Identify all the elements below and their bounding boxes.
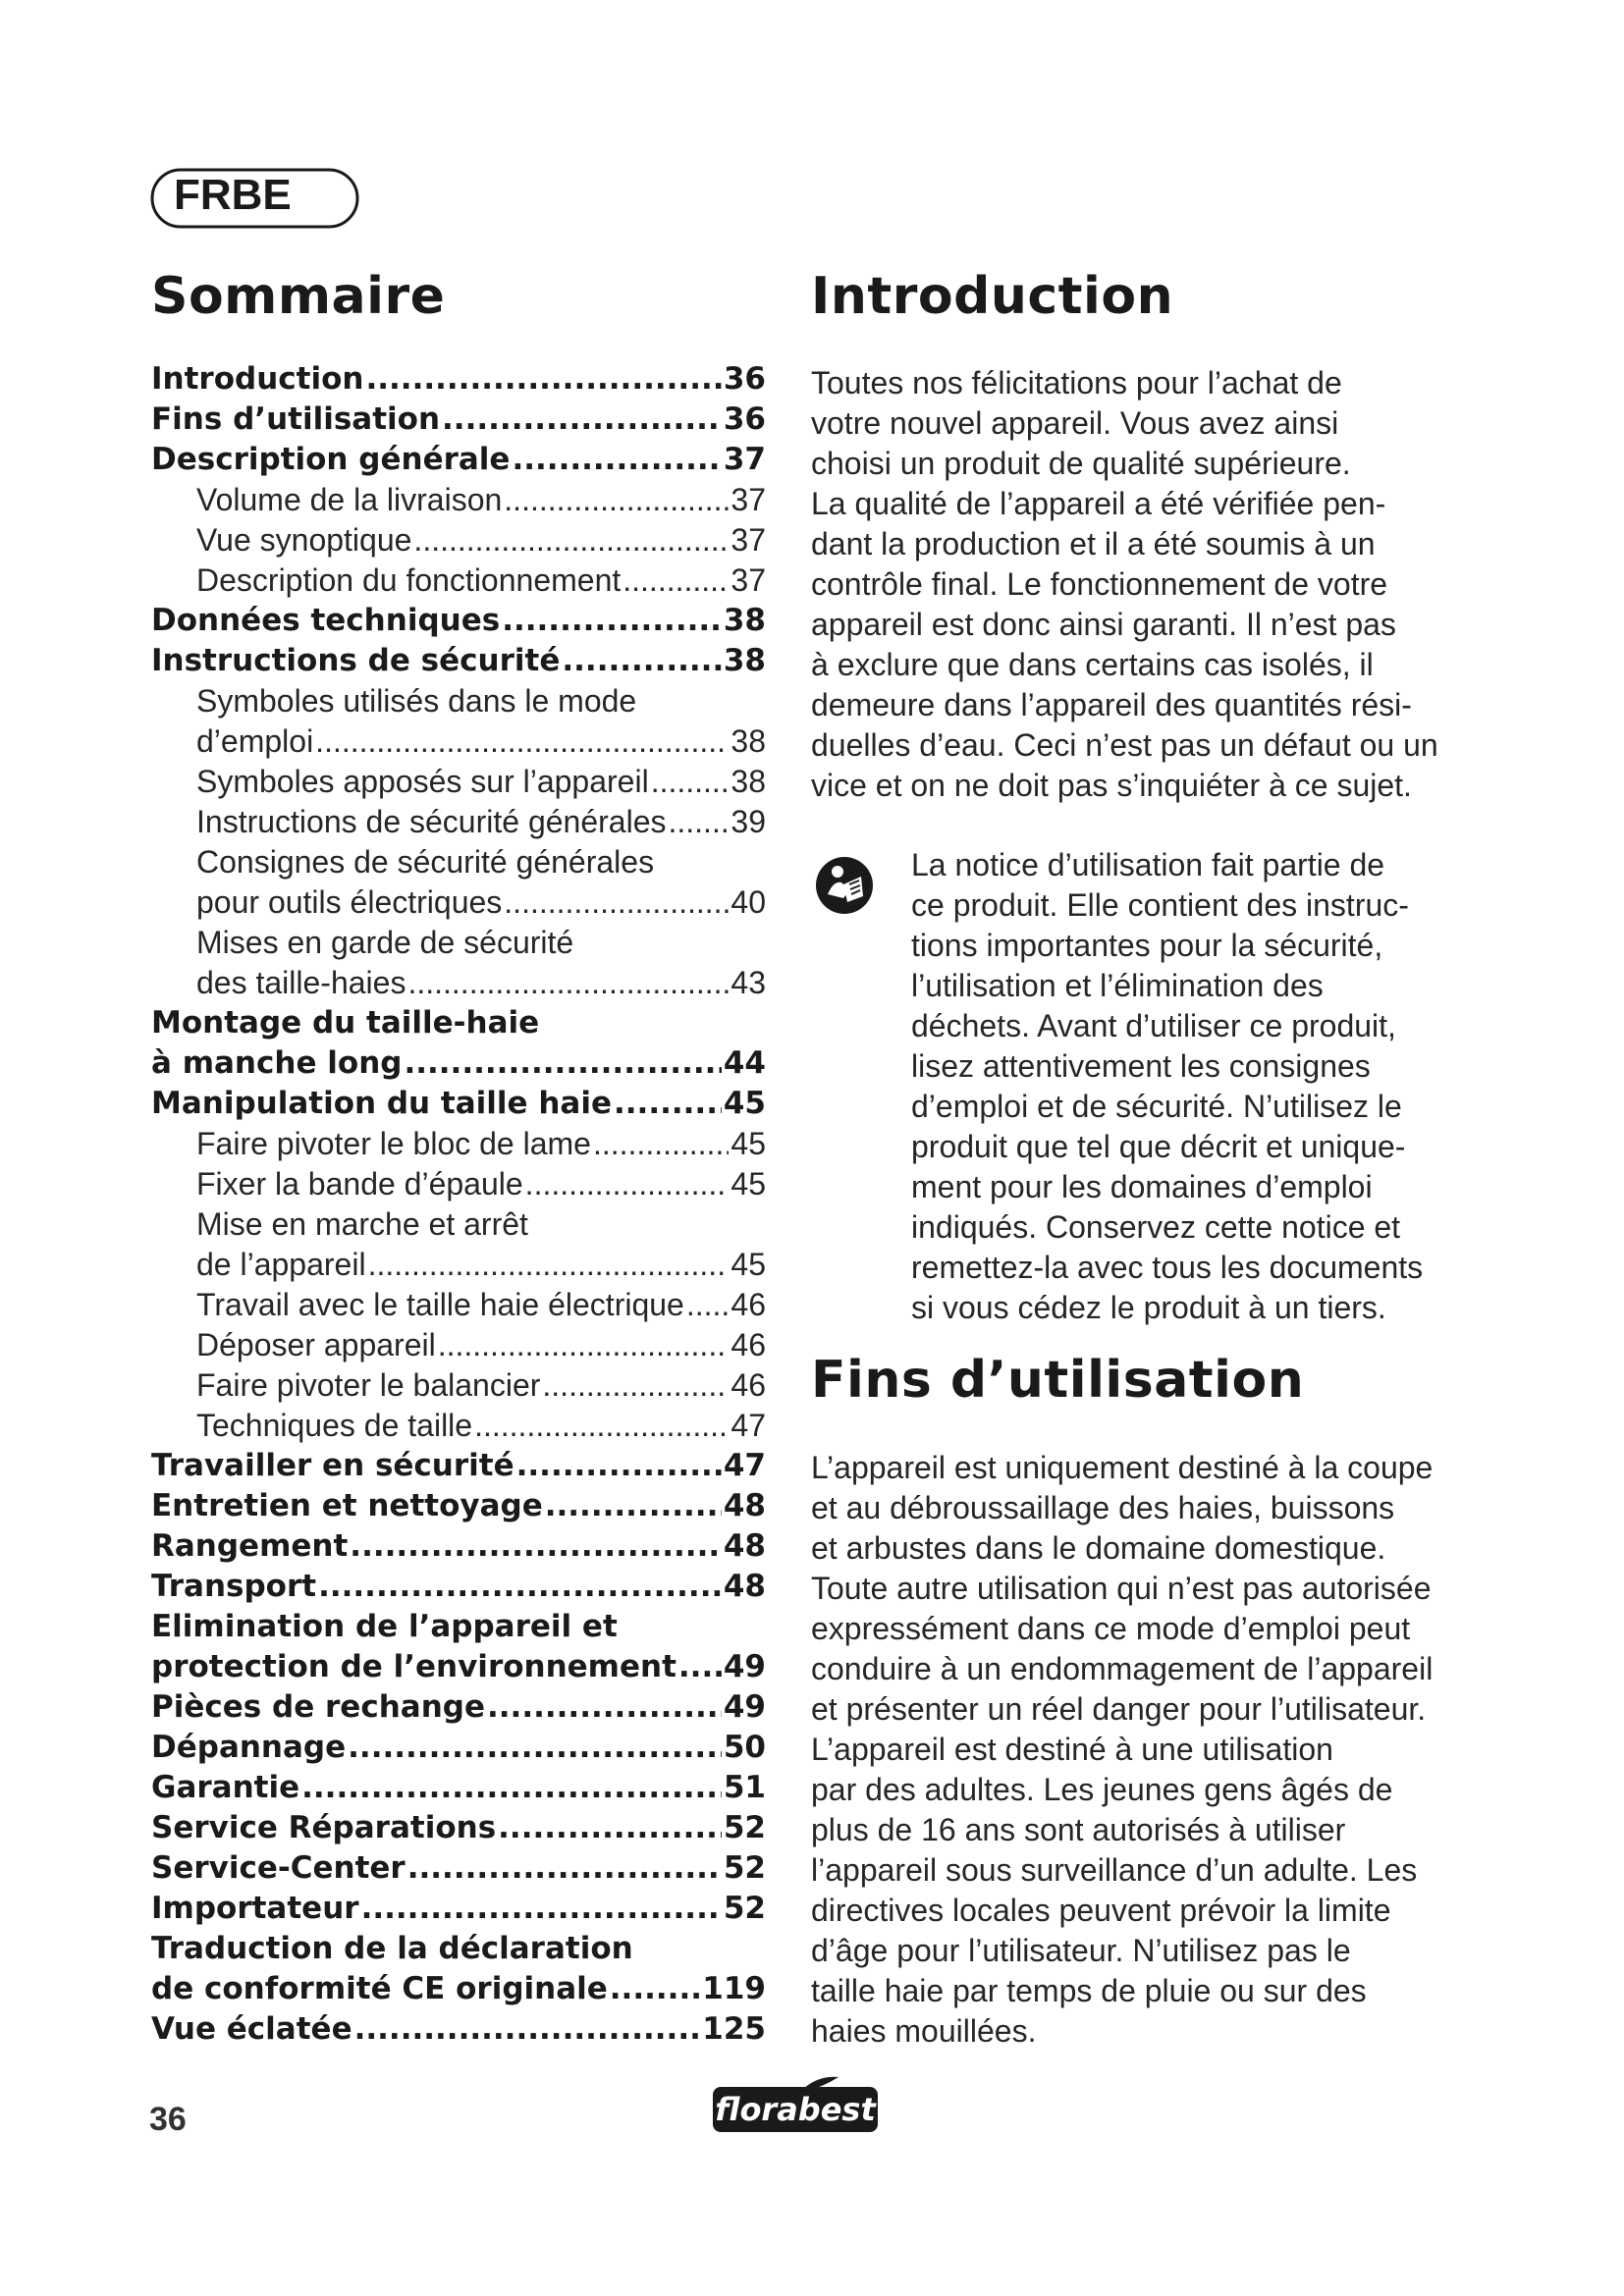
toc-leader xyxy=(361,1889,722,1929)
toc-entry-page: 49 xyxy=(723,1689,766,1725)
toc-entry-page: 37 xyxy=(731,562,766,598)
toc-leader xyxy=(368,1245,730,1285)
toc-entry-line[interactable] xyxy=(151,1003,766,1043)
text-line: Toutes nos félicitations pour l’achat de xyxy=(811,365,1342,400)
page-number: 36 xyxy=(149,2101,187,2138)
toc-subentry-line[interactable] xyxy=(151,923,766,963)
toc-entry-label: Volume de la livraison xyxy=(196,482,503,517)
toc-leader xyxy=(614,1084,722,1124)
toc-entry-label: Garantie xyxy=(151,1770,300,1805)
toc-leader xyxy=(623,561,729,601)
toc-entry-label: Description générale xyxy=(151,442,511,477)
text-line: choisi un produit de qualité supérieure. xyxy=(811,446,1351,481)
toc-entry-label: Introduction xyxy=(151,361,364,397)
toc-entry-page: 52 xyxy=(723,1891,766,1926)
text-line: expressément dans ce mode d’emploi peut xyxy=(811,1611,1411,1646)
toc-entry-page: 48 xyxy=(723,1569,766,1604)
text-line: Toute autre utilisation qui n’est pas autorisée xyxy=(811,1571,1432,1606)
toc-subentry[interactable] xyxy=(151,721,766,762)
toc-entry-label: Données techniques xyxy=(151,603,501,638)
text-line: d’emploi et de sécurité. N’utilisez le xyxy=(911,1089,1402,1124)
toc-entry-page: 45 xyxy=(731,1247,766,1282)
toc-entry-label: Mises en garde de sécurité xyxy=(196,925,574,960)
table-of-contents xyxy=(151,359,766,2050)
toc-entry-label: Montage du taille-haie xyxy=(151,1005,540,1041)
toc-entry-page: 38 xyxy=(731,723,766,759)
text-line: et présenter un réel danger pour l’utilisateur. xyxy=(811,1691,1427,1727)
toc-leader xyxy=(512,440,721,480)
toc-leader xyxy=(504,480,729,520)
toc-entry-label: Consignes de sécurité générales xyxy=(196,844,655,880)
toc-entry-page: 46 xyxy=(731,1287,766,1322)
text-line: d’âge pour l’utilisateur. N’utilisez pas le xyxy=(811,1933,1351,1968)
toc-leader xyxy=(487,1687,722,1728)
text-line: indiqués. Conservez cette notice et xyxy=(911,1209,1401,1245)
toc-entry-label: Fins d’utilisation xyxy=(151,401,441,437)
toc-leader xyxy=(502,601,722,641)
toc-subentry[interactable] xyxy=(151,963,766,1003)
toc-entry[interactable] xyxy=(151,1567,766,1607)
text-line: déchets. Avant d’utiliser ce produit, xyxy=(911,1008,1396,1043)
toc-entry-label: Mise en marche et arrêt xyxy=(196,1206,528,1242)
text-line: La notice d’utilisation fait partie de xyxy=(911,847,1385,882)
toc-entry[interactable] xyxy=(151,601,766,641)
toc-leader xyxy=(365,359,721,400)
toc-leader xyxy=(438,1325,730,1365)
toc-subentry-line[interactable] xyxy=(151,681,766,721)
toc-entry-label: Service-Center xyxy=(151,1850,406,1886)
toc-entry-page: 45 xyxy=(731,1126,766,1161)
text-line: tions importantes pour la sécurité, xyxy=(911,928,1383,963)
text-line: L’appareil est destiné à une utilisation xyxy=(811,1732,1333,1767)
toc-entry-label: Instructions de sécurité générales xyxy=(196,804,667,839)
text-line: l’utilisation et l’élimination des xyxy=(911,968,1324,1003)
toc-entry-label: des taille-haies xyxy=(196,965,406,1000)
toc-subentry[interactable] xyxy=(151,1406,766,1446)
toc-leader xyxy=(354,2009,701,2050)
toc-entry[interactable] xyxy=(151,359,766,400)
toc-entry-page: 125 xyxy=(702,2011,766,2047)
toc-leader xyxy=(686,1285,730,1325)
toc-entry-label: Faire pivoter le balancier xyxy=(196,1367,541,1403)
toc-entry-line[interactable] xyxy=(151,1607,766,1647)
toc-entry-page: 119 xyxy=(702,1971,766,2006)
language-badge xyxy=(149,167,360,230)
toc-entry-label: Elimination de l’appareil et xyxy=(151,1609,618,1644)
toc-entry-label: Transport xyxy=(151,1569,317,1604)
toc-leader xyxy=(407,1848,722,1889)
toc-leader xyxy=(315,721,729,762)
toc-entry-page: 36 xyxy=(723,401,766,437)
text-line: contrôle final. Le fonctionnement de votre xyxy=(811,566,1388,602)
text-line: vice et on ne doit pas s’inquiéter à ce sujet. xyxy=(811,768,1412,803)
toc-leader xyxy=(651,762,730,802)
text-line: si vous cédez le produit à un tiers. xyxy=(911,1290,1386,1325)
toc-entry-page: 46 xyxy=(731,1327,766,1362)
toc-subentry[interactable] xyxy=(151,882,766,923)
toc-entry-page: 37 xyxy=(731,482,766,517)
toc-subentry[interactable] xyxy=(151,561,766,601)
toc-leader xyxy=(301,1768,722,1808)
toc-entry-label: Vue éclatée xyxy=(151,2011,352,2047)
toc-entry[interactable] xyxy=(151,1647,766,1687)
toc-entry-page: 38 xyxy=(723,643,766,678)
toc-entry[interactable] xyxy=(151,400,766,440)
toc-leader xyxy=(525,1164,730,1204)
text-line: et arbustes dans le domaine domestique. xyxy=(811,1530,1386,1566)
toc-entry-label: de l’appareil xyxy=(196,1247,366,1282)
toc-entry-page: 37 xyxy=(731,522,766,558)
text-line: duelles d’eau. Ceci n’est pas un défaut ou un xyxy=(811,727,1438,763)
toc-leader xyxy=(516,1446,722,1486)
toc-leader xyxy=(474,1406,729,1446)
toc-subentry-line[interactable] xyxy=(151,842,766,882)
toc-entry[interactable] xyxy=(151,1043,766,1084)
toc-leader xyxy=(404,1043,721,1084)
toc-entry-page: 48 xyxy=(723,1528,766,1564)
text-line: l’appareil sous surveillance d’un adulte. Les xyxy=(811,1852,1418,1888)
toc-entry[interactable] xyxy=(151,1728,766,1768)
toc-entry-page: 52 xyxy=(723,1850,766,1886)
toc-leader xyxy=(350,1526,722,1567)
brand-name: florabest xyxy=(713,2087,878,2132)
toc-leader xyxy=(413,520,729,561)
toc-entry-page: 40 xyxy=(731,884,766,920)
toc-entry-label: Rangement xyxy=(151,1528,349,1564)
toc-entry-label: Techniques de taille xyxy=(196,1408,473,1443)
toc-leader xyxy=(545,1486,722,1526)
intended-use-title: Fins d’utilisation xyxy=(811,1351,1305,1410)
toc-entry[interactable] xyxy=(151,2009,766,2050)
toc-entry-label: protection de l’environnement xyxy=(151,1649,677,1684)
toc-entry-label: Symboles utilisés dans le mode xyxy=(196,683,637,719)
toc-entry-label: Travail avec le taille haie électrique xyxy=(196,1287,684,1322)
intended-use-paragraph xyxy=(811,1448,1433,2052)
toc-subentry[interactable] xyxy=(151,1325,766,1365)
text-line: votre nouvel appareil. Vous avez ainsi xyxy=(811,405,1339,441)
toc-entry-label: Vue synoptique xyxy=(196,522,412,558)
toc-entry-label: à manche long xyxy=(151,1045,403,1081)
toc-subentry[interactable] xyxy=(151,1245,766,1285)
toc-leader xyxy=(407,963,729,1003)
toc-entry-page: 45 xyxy=(723,1086,766,1121)
toc-entry-page: 43 xyxy=(731,965,766,1000)
toc-entry-label: Service Réparations xyxy=(151,1810,497,1845)
text-line: demeure dans l’appareil des quantités rési- xyxy=(811,687,1412,722)
text-line: ment pour les domaines d’emploi xyxy=(911,1169,1373,1204)
toc-leader xyxy=(542,1365,729,1406)
toc-entry-page: 47 xyxy=(731,1408,766,1443)
toc-entry-label: Symboles apposés sur l’appareil xyxy=(196,764,649,799)
toc-subentry-line[interactable] xyxy=(151,1204,766,1245)
text-line: ce produit. Elle contient des instruc- xyxy=(911,887,1409,923)
toc-entry-label: Travailler en sécurité xyxy=(151,1448,514,1483)
toc-entry[interactable] xyxy=(151,1687,766,1728)
toc-entry[interactable] xyxy=(151,1969,766,2009)
text-line: produit que tel que décrit et unique- xyxy=(911,1129,1406,1164)
toc-entry[interactable] xyxy=(151,1768,766,1808)
toc-entry[interactable] xyxy=(151,1808,766,1848)
toc-entry-page: 39 xyxy=(731,804,766,839)
toc-entry-label: Importateur xyxy=(151,1891,359,1926)
toc-entry[interactable] xyxy=(151,440,766,480)
toc-entry[interactable] xyxy=(151,1446,766,1486)
toc-subentry[interactable] xyxy=(151,802,766,842)
toc-subentry[interactable] xyxy=(151,520,766,561)
toc-leader xyxy=(498,1808,722,1848)
toc-subentry[interactable] xyxy=(151,1124,766,1164)
toc-subentry[interactable] xyxy=(151,762,766,802)
introduction-paragraph xyxy=(811,363,1438,806)
text-line: et au débroussaillage des haies, buissons xyxy=(811,1490,1395,1525)
text-line: taille haie par temps de pluie ou sur des xyxy=(811,1973,1367,2008)
toc-entry-label: Dépannage xyxy=(151,1730,347,1765)
text-line: par des adultes. Les jeunes gens âgés de xyxy=(811,1772,1393,1807)
toc-entry-line[interactable] xyxy=(151,1929,766,1969)
toc-subentry[interactable] xyxy=(151,1164,766,1204)
toc-entry-page: 44 xyxy=(723,1045,766,1081)
toc-leader xyxy=(668,802,729,842)
toc-entry-label: Traduction de la déclaration xyxy=(151,1931,633,1966)
read-manual-icon xyxy=(814,855,875,916)
toc-entry-page: 48 xyxy=(723,1488,766,1523)
toc-entry-label: Fixer la bande d’épaule xyxy=(196,1166,523,1201)
toc-entry-label: Faire pivoter le bloc de lame xyxy=(196,1126,591,1161)
text-line: lisez attentivement les consignes xyxy=(911,1048,1371,1084)
toc-subentry[interactable] xyxy=(151,1285,766,1325)
notice-paragraph xyxy=(911,845,1423,1328)
toc-entry-label: Déposer appareil xyxy=(196,1327,436,1362)
text-line: plus de 16 ans sont autorisés à utiliser xyxy=(811,1812,1346,1847)
text-line: La qualité de l’appareil a été vérifiée pen- xyxy=(811,486,1386,521)
toc-leader xyxy=(504,882,729,923)
text-line: appareil est donc ainsi garanti. Il n’est pas xyxy=(811,607,1396,642)
toc-title: Sommaire xyxy=(151,267,446,326)
florabest-logo xyxy=(705,2073,886,2142)
text-line: dant la production et il a été soumis à un xyxy=(811,526,1376,561)
text-line: à exclure que dans certains cas isolés, il xyxy=(811,647,1374,682)
toc-entry-page: 50 xyxy=(723,1730,766,1765)
toc-subentry[interactable] xyxy=(151,480,766,520)
toc-leader xyxy=(562,641,722,681)
text-line: haies mouillées. xyxy=(811,2013,1037,2049)
toc-entry-page: 38 xyxy=(723,603,766,638)
toc-entry-page: 46 xyxy=(731,1367,766,1403)
toc-entry-label: Pièces de rechange xyxy=(151,1689,485,1725)
toc-entry-label: de conformité CE originale xyxy=(151,1971,608,2006)
toc-entry-label: Manipulation du taille haie xyxy=(151,1086,612,1121)
toc-entry-label: pour outils électriques xyxy=(196,884,503,920)
introduction-title: Introduction xyxy=(811,267,1174,326)
toc-entry[interactable] xyxy=(151,1486,766,1526)
toc-entry-label: Entretien et nettoyage xyxy=(151,1488,543,1523)
toc-entry-page: 52 xyxy=(723,1810,766,1845)
toc-entry-page: 38 xyxy=(731,764,766,799)
toc-entry-label: Description du fonctionnement xyxy=(196,562,622,598)
toc-leader xyxy=(610,1969,701,2009)
toc-entry-page: 51 xyxy=(723,1770,766,1805)
toc-leader xyxy=(318,1567,722,1607)
toc-entry-label: d’emploi xyxy=(196,723,314,759)
toc-entry-page: 47 xyxy=(723,1448,766,1483)
text-line: conduire à un endommagement de l’appareil xyxy=(811,1651,1434,1686)
text-line: L’appareil est uniquement destiné à la coupe xyxy=(811,1450,1434,1485)
toc-entry-label: Instructions de sécurité xyxy=(151,643,561,678)
toc-entry-page: 49 xyxy=(723,1649,766,1684)
toc-entry-page: 45 xyxy=(731,1166,766,1201)
toc-entry[interactable] xyxy=(151,1889,766,1929)
language-codes: FRBE xyxy=(174,171,292,219)
toc-entry[interactable] xyxy=(151,1526,766,1567)
toc-entry[interactable] xyxy=(151,641,766,681)
toc-subentry[interactable] xyxy=(151,1365,766,1406)
text-line: remettez-la avec tous les documents xyxy=(911,1250,1424,1285)
toc-entry[interactable] xyxy=(151,1084,766,1124)
toc-entry-page: 37 xyxy=(723,442,766,477)
toc-leader xyxy=(442,400,722,440)
toc-leader xyxy=(348,1728,722,1768)
toc-leader xyxy=(678,1647,722,1687)
text-line: directives locales peuvent prévoir la limite xyxy=(811,1893,1391,1928)
toc-leader xyxy=(593,1124,729,1164)
toc-entry[interactable] xyxy=(151,1848,766,1889)
toc-entry-page: 36 xyxy=(723,361,766,397)
